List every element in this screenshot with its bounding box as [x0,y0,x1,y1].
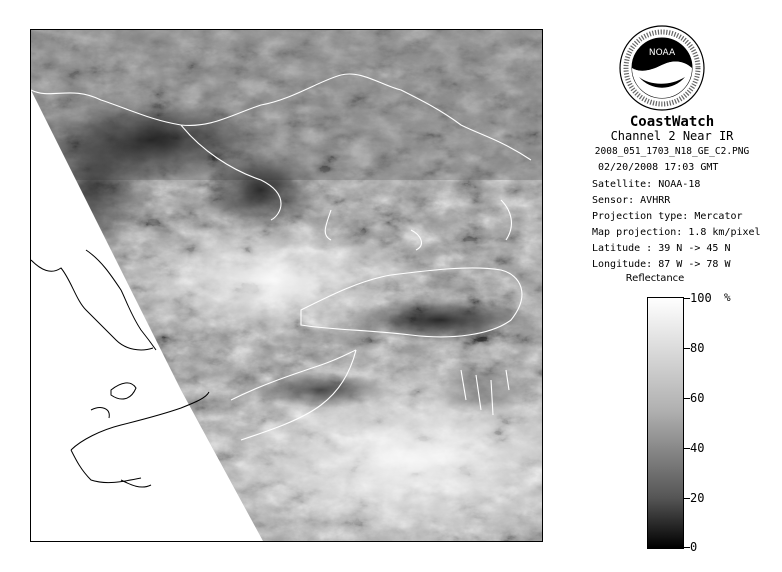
file-name: 2008_051_1703_N18_GE_C2.PNG [594,146,750,157]
colorbar-tick-label: 80 [690,341,705,355]
colorbar [647,297,684,549]
date-time: 02/20/2008 17:03 GMT [598,162,719,173]
logo-text: NOAA [648,48,676,58]
satellite-map [30,29,543,542]
latitude-range: Latitude : 39 N -> 45 N [592,243,731,254]
colorbar-tick-label: 20 [690,491,705,505]
colorbar-tick-label: 40 [690,441,705,455]
brand-title: CoastWatch [629,114,715,130]
map-projection: Map projection: 1.8 km/pixel [592,227,761,238]
projection-type: Projection type: Mercator [592,211,743,222]
colorbar-tick-label: 100 [690,291,712,305]
colorbar-tick-label: 0 [690,540,698,554]
longitude-range: Longitude: 87 W -> 78 W [592,259,731,270]
colorbar-title: Reflectance [625,273,685,284]
cloud-imagery [31,30,542,541]
colorbar-unit: % [724,291,731,304]
noaa-logo-icon [619,25,705,111]
satellite-label: Satellite: NOAA-18 [592,179,701,190]
colorbar-tick-label: 60 [690,391,705,405]
channel-title: Channel 2 Near IR [610,129,734,143]
satellite-image [31,30,542,541]
sensor-label: Sensor: AVHRR [592,195,671,206]
